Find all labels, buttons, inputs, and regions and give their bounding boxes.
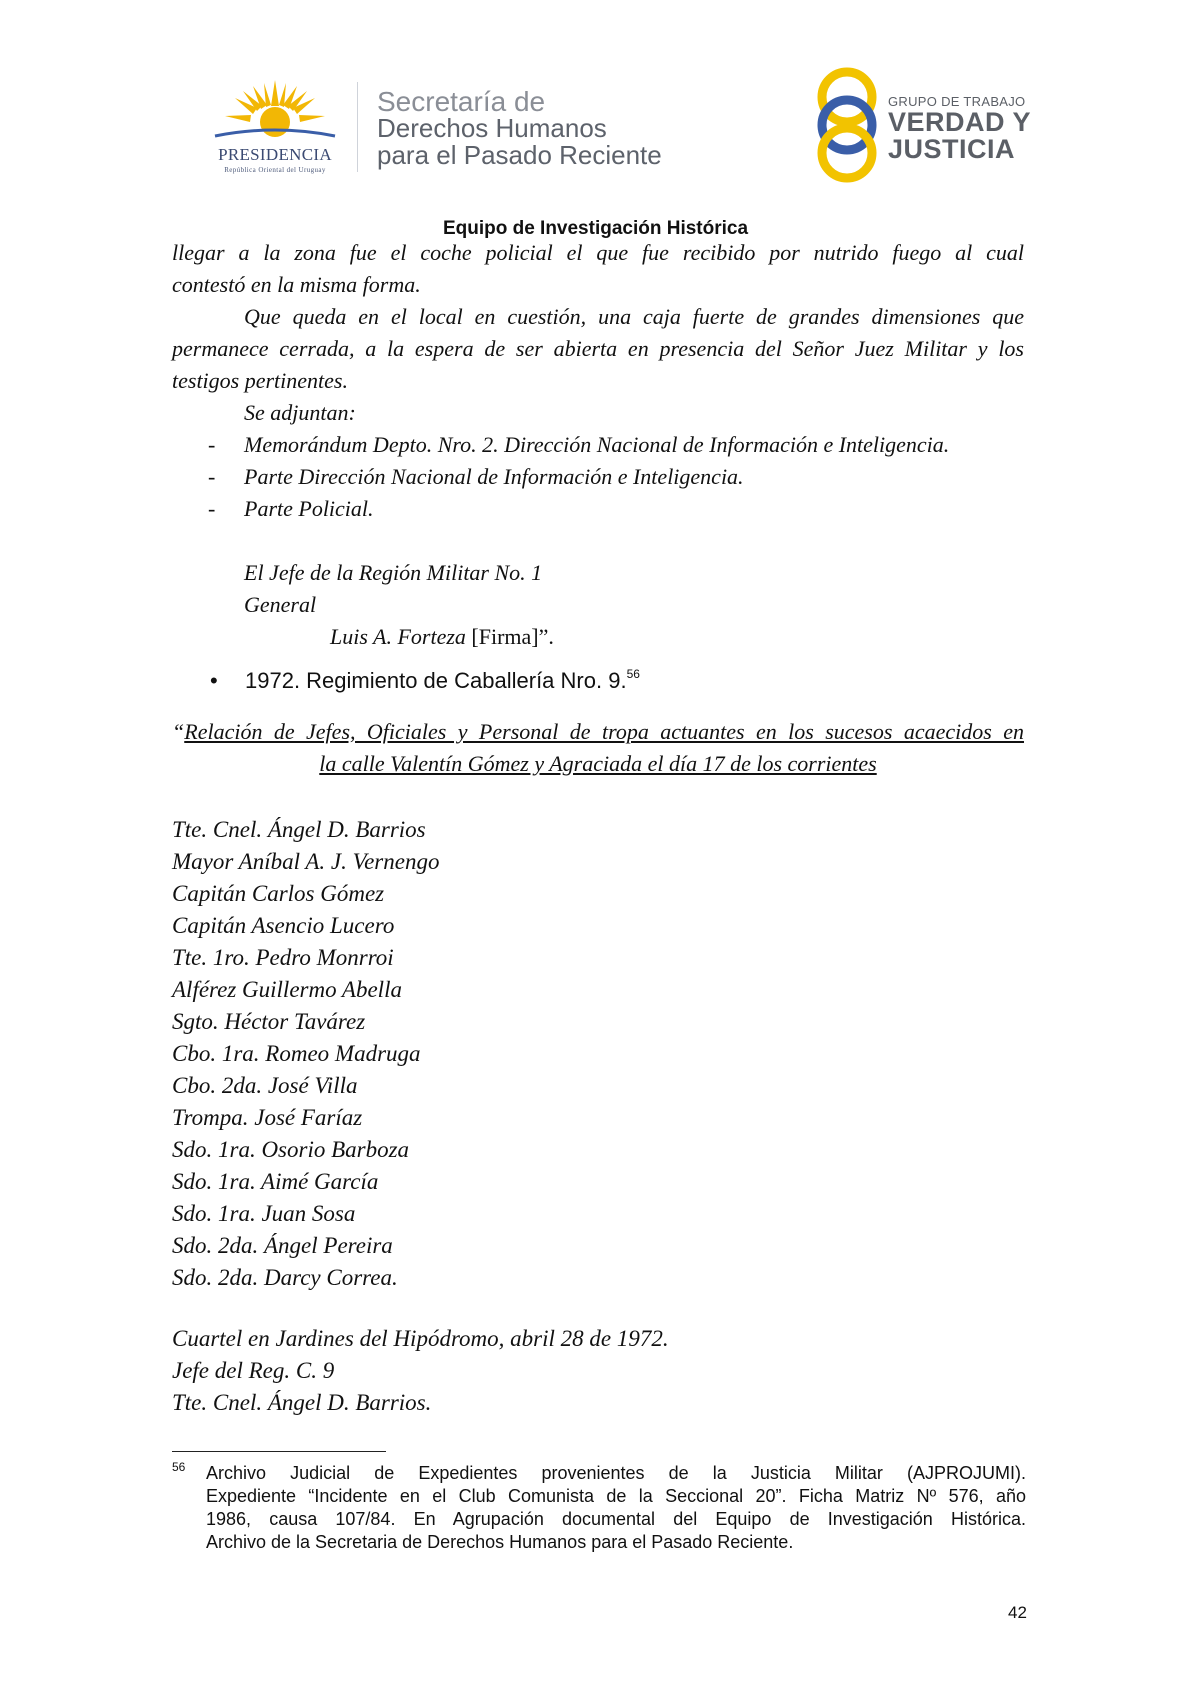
linked-rings-icon [810,62,885,187]
attachments-intro: Se adjuntan: [244,400,356,425]
closing-line: Jefe del Reg. C. 9 [172,1358,335,1383]
signature-mark: [Firma]”. [471,624,554,649]
attachment-item: Parte Policial. [244,496,374,521]
list-dash: - [208,496,216,521]
paragraph-2-line-2: permanece cerrada, a la espera de ser abierta en presencia del Señor Juez Militar y los [172,336,1024,361]
paragraph-2-line-1: Que queda en el local en cuestión, una caja fuerte de grandes dimensiones que [244,304,1024,329]
list-dash: - [208,464,216,489]
signature-name-line [330,621,554,653]
relation-title [172,716,1024,780]
roster-item: Mayor Aníbal A. J. Vernengo [172,849,440,874]
signature-line-2: General [244,592,317,617]
presidencia-logo [195,78,355,178]
attachment-item: Memorándum Depto. Nro. 2. Dirección Nacional de Información e Inteligencia. [244,432,950,457]
attachment-item: Parte Dirección Nacional de Información e Inteligencia. [244,464,744,489]
roster-item: Tte. 1ro. Pedro Monrroi [172,945,394,970]
document-heading: Equipo de Investigación Histórica [442,218,749,239]
footnote-line: Archivo Judicial de Expedientes provenientes de la Justicia Militar (AJPROJUMI). [206,1463,1026,1483]
sun-icon [195,78,355,144]
closing-line: Tte. Cnel. Ángel D. Barrios. [172,1390,432,1415]
relation-title-line-2 [172,748,1024,780]
roster-item: Capitán Asencio Lucero [172,913,395,938]
bullet-symbol: • [210,668,218,693]
roster-item: Sdo. 2da. Darcy Correa. [172,1265,398,1290]
relation-title-text-2: la calle Valentín Gómez y Agraciada el día 17 de los corrientes [319,751,877,776]
presidencia-name: PRESIDENCIA [218,145,332,164]
roster-item: Sgto. Héctor Tavárez [172,1009,366,1034]
footnote-text [206,1462,1026,1554]
secretaria-title [377,88,662,169]
closing-block [172,1323,669,1419]
paragraph-1-line-1: llegar a la zona fue el coche policial el que fue recibido por nutrido fuego al cual [172,240,1024,265]
roster-item: Sdo. 1ra. Juan Sosa [172,1201,356,1226]
bullet-text: 1972. Regimiento de Caballería Nro. 9. [245,668,627,693]
verdad-justicia-logo [810,62,1040,187]
signature-line-1: El Jefe de la Región Militar No. 1 [244,560,543,585]
closing-line: Cuartel en Jardines del Hipódromo, abril 28 de 1972. [172,1326,669,1351]
paragraph-2-line-3: testigos pertinentes. [172,368,348,393]
section-bullet [210,667,640,694]
presidencia-subtitle: República Oriental del Uruguay [224,166,326,174]
footnote-rule [172,1451,386,1452]
footnote-line: Archivo de la Secretaria de Derechos Humanos para el Pasado Reciente. [206,1532,794,1552]
relation-title-line-1 [172,716,1024,748]
open-quote: “ [172,719,185,744]
roster-item: Sdo. 1ra. Osorio Barboza [172,1137,410,1162]
footnote-line: 1986, causa 107/84. En Agrupación documental del Equipo de Investigación Histórica. [206,1509,1026,1529]
justicia-label: JUSTICIA [888,134,1016,164]
secretaria-line-2: Derechos Humanos [377,113,607,143]
verdad-label: VERDAD Y [888,107,1032,137]
list-dash: - [208,432,216,457]
roster-item: Cbo. 2da. José Villa [172,1073,358,1098]
secretaria-line-1: Secretaría de [377,86,546,117]
personnel-roster [172,814,439,1294]
footnote-number: 56 [172,1460,186,1474]
grupo-label: GRUPO DE TRABAJO [888,94,1026,109]
roster-item: Cbo. 1ra. Romeo Madruga [172,1041,421,1066]
signature-name: Luis A. Forteza [330,624,466,649]
footnote-line: Expediente “Incidente en el Club Comunista de la Seccional 20”. Ficha Matriz Nº 576, año [206,1486,1026,1506]
roster-item: Capitán Carlos Gómez [172,881,385,906]
roster-item: Trompa. José Faríaz [172,1105,363,1130]
verdad-justicia-text [888,94,1031,163]
paragraph-1-line-2: contestó en la misma forma. [172,272,421,297]
roster-item: Sdo. 1ra. Aimé García [172,1169,379,1194]
relation-title-text-1: Relación de Jefes, Oficiales y Personal de tropa actuantes en los sucesos acaecidos en [184,719,1024,744]
roster-item: Tte. Cnel. Ángel D. Barrios [172,817,426,842]
roster-item: Alférez Guillermo Abella [172,977,402,1002]
footnote-reference[interactable]: 56 [626,667,640,681]
secretaria-line-3: para el Pasado Reciente [377,140,662,170]
roster-item: Sdo. 2da. Ángel Pereira [172,1233,393,1258]
page-number: 42 [1008,1603,1027,1622]
header-divider [357,82,358,172]
